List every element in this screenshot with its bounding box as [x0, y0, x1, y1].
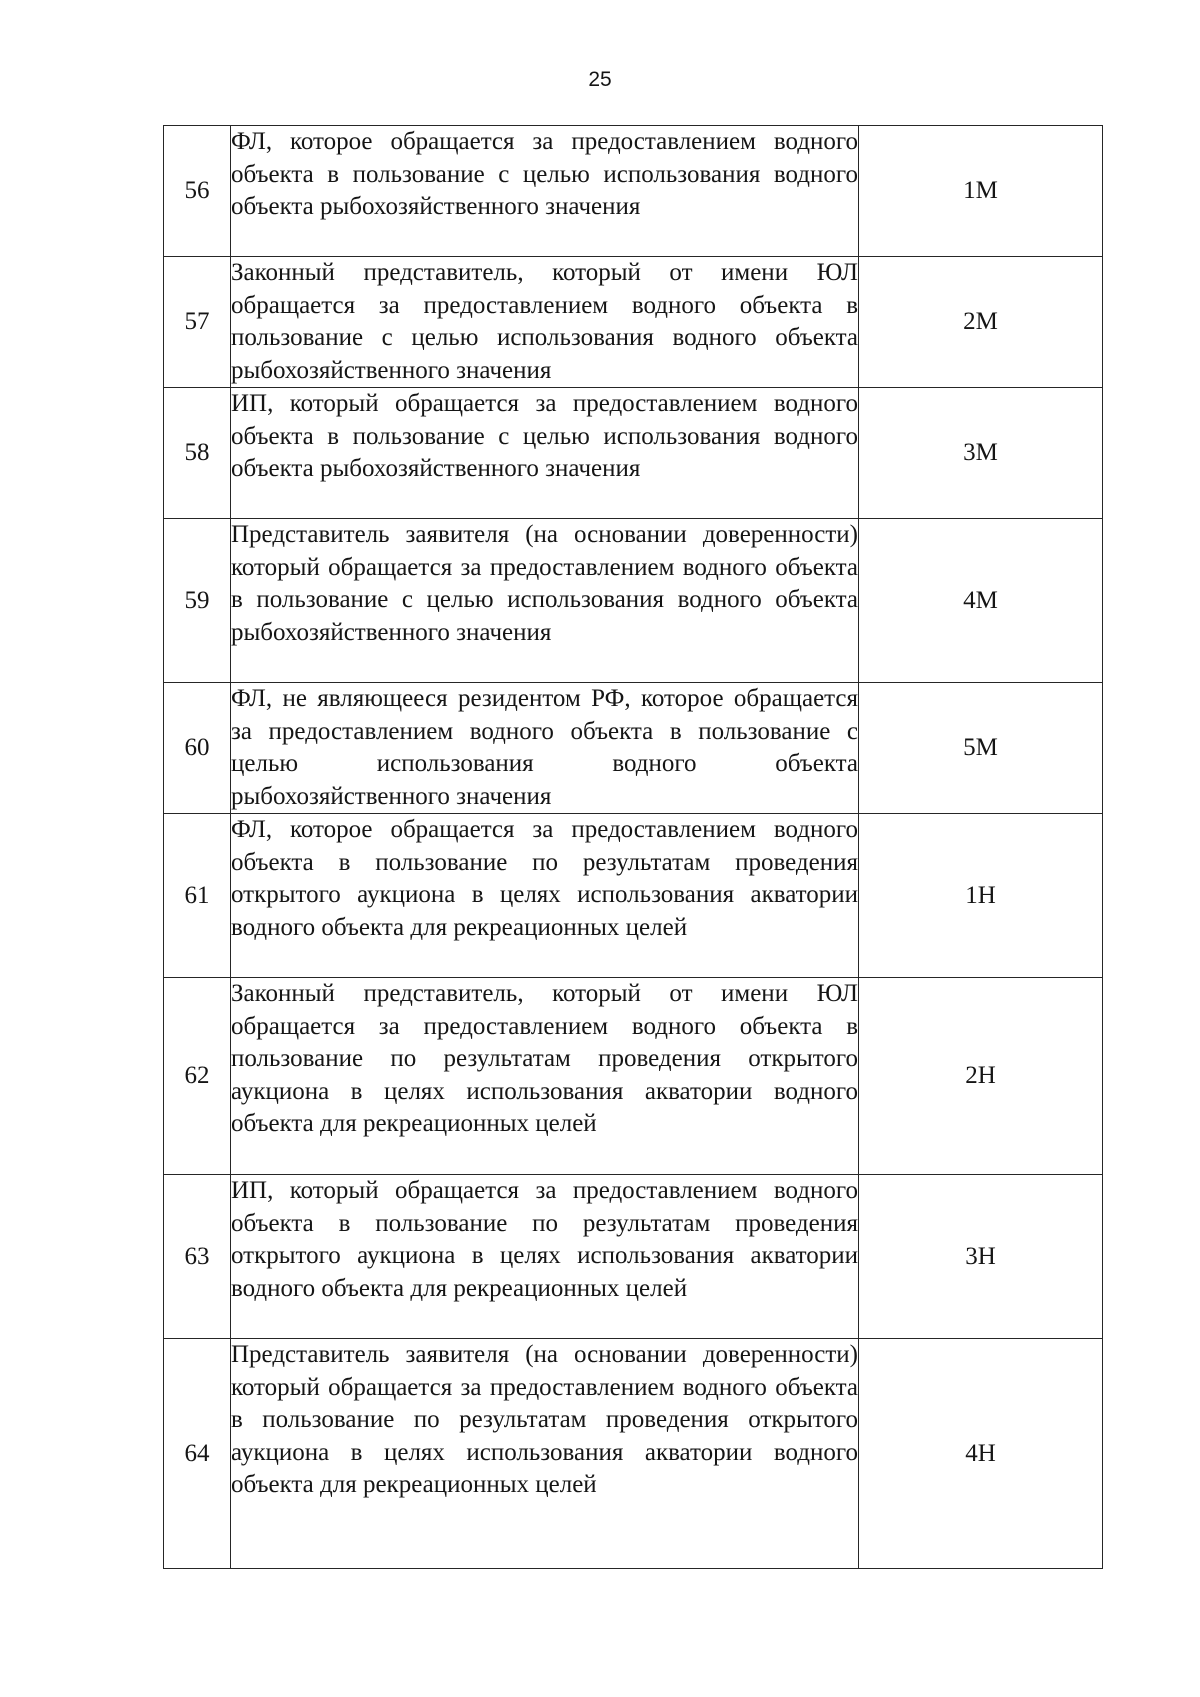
row-code: 4М	[859, 519, 1103, 683]
row-description-text: ФЛ, которое обращается за предоставлением водного объекта в пользование с целью использования водного объекта рыбохозяйственного значения	[231, 128, 858, 220]
row-description-text: Законный представитель, который от имени ЮЛ обращается за предоставлением водного объекта в пользование с целью использования водного объекта рыбохозяйственного значения	[231, 259, 858, 384]
row-description	[231, 126, 859, 257]
row-description-text: ФЛ, которое обращается за предоставлением водного объекта в пользование по результатам проведения открытого аукциона в целях использования акватории водного объекта для рекреационных целей	[231, 816, 858, 941]
row-number: 58	[164, 388, 231, 519]
row-number: 63	[164, 1175, 231, 1339]
row-description	[231, 814, 859, 978]
row-description-text: Представитель заявителя (на основании доверенности) который обращается за предоставлением водного объекта в пользование по результатам проведения открытого аукциона в целях использования акватории водного объекта для рекреационных целей	[231, 1341, 858, 1498]
row-description	[231, 978, 859, 1175]
row-number: 60	[164, 683, 231, 814]
row-code: 3Н	[859, 1175, 1103, 1339]
row-description	[231, 519, 859, 683]
row-number: 64	[164, 1339, 231, 1569]
row-number: 61	[164, 814, 231, 978]
row-code: 3М	[859, 388, 1103, 519]
table-row	[164, 126, 1103, 257]
row-description-text: ИП, который обращается за предоставлением водного объекта в пользование по результатам проведения открытого аукциона в целях использования акватории водного объекта для рекреационных целей	[231, 1177, 858, 1302]
row-description	[231, 1339, 859, 1569]
row-description-text: Представитель заявителя (на основании доверенности) который обращается за предоставлением водного объекта в пользование с целью использования водного объекта рыбохозяйственного значения	[231, 521, 858, 646]
row-description-text: ФЛ, не являющееся резидентом РФ, которое обращается за предоставлением водного объекта в пользование с целью использования водного объекта рыбохозяйственного значения	[231, 685, 858, 810]
table-row	[164, 1175, 1103, 1339]
row-code: 2М	[859, 257, 1103, 388]
table-row	[164, 388, 1103, 519]
table-row	[164, 683, 1103, 814]
row-description-text: ИП, который обращается за предоставлением водного объекта в пользование с целью использования водного объекта рыбохозяйственного значения	[231, 390, 858, 482]
row-code: 1Н	[859, 814, 1103, 978]
row-description-text: Законный представитель, который от имени ЮЛ обращается за предоставлением водного объекта в пользование по результатам проведения открытого аукциона в целях использования акватории водного объекта для рекреационных целей	[231, 980, 858, 1137]
row-description	[231, 257, 859, 388]
table-row	[164, 519, 1103, 683]
table-row	[164, 978, 1103, 1175]
row-number: 59	[164, 519, 231, 683]
row-number: 57	[164, 257, 231, 388]
row-description	[231, 683, 859, 814]
row-description	[231, 388, 859, 519]
row-code: 4Н	[859, 1339, 1103, 1569]
document-table	[163, 125, 1103, 1569]
row-number: 62	[164, 978, 231, 1175]
row-code: 2Н	[859, 978, 1103, 1175]
table-row	[164, 814, 1103, 978]
row-code: 5М	[859, 683, 1103, 814]
table-row	[164, 257, 1103, 388]
table-row	[164, 1339, 1103, 1569]
row-description	[231, 1175, 859, 1339]
page-number: 25	[588, 68, 612, 91]
row-code: 1М	[859, 126, 1103, 257]
row-number: 56	[164, 126, 231, 257]
